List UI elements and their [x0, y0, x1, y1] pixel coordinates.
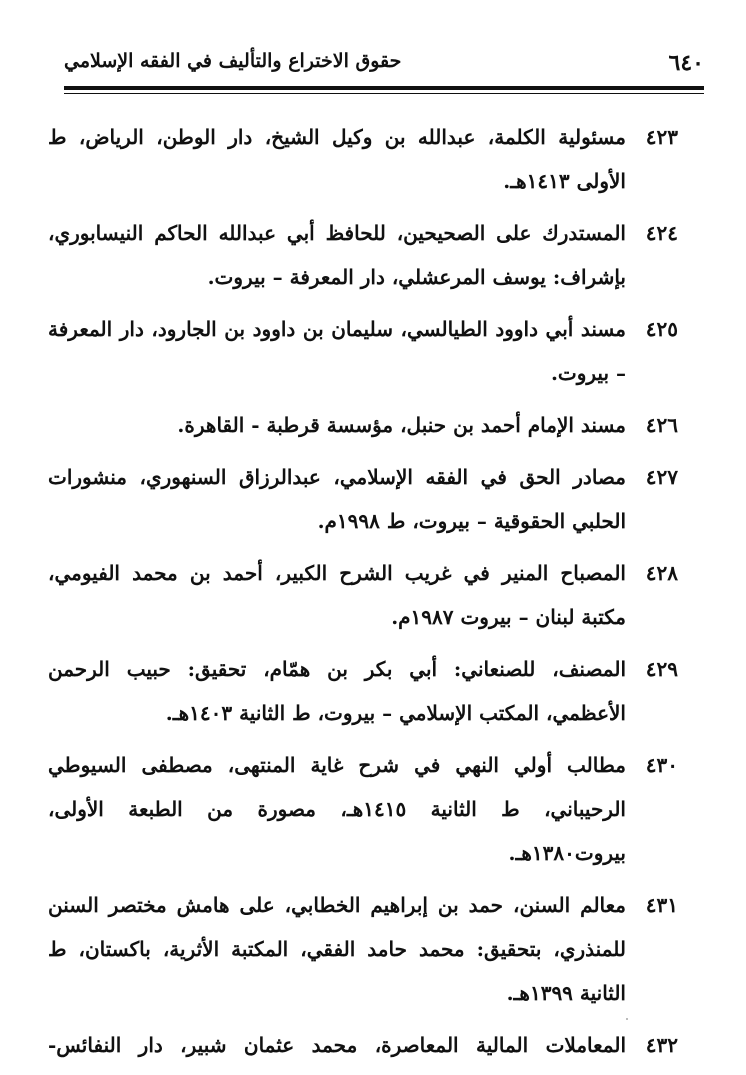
reference-number: ٤٢٩ [645, 657, 678, 681]
reference-number: ٤٢٨ [645, 561, 678, 585]
reference-number: ٤٢٣ [645, 125, 678, 149]
reference-text: مسند أبي داوود الطيالسي، سليمان بن داوود بن الجارود، دار المعرفة – بيروت. [48, 317, 626, 385]
reference-text: معالم السنن، حمد بن إبراهيم الخطابي، على هامش مختصر السنن للمنذري، بتحقيق: محمد حامد الفقي، المكتبة الأثرية، باكستان، ط الثانية ١٣٩٩هـ. [48, 893, 626, 1005]
reference-number: ٤٣٠ [645, 753, 678, 777]
reference-item [48, 743, 678, 875]
reference-item [48, 403, 678, 447]
reference-item [48, 455, 678, 543]
reference-text: مسند الإمام أحمد بن حنبل، مؤسسة قرطبة - القاهرة. [177, 413, 626, 437]
reference-number: ٤٢٦ [645, 413, 678, 437]
reference-list [48, 115, 678, 1075]
reference-number: ٤٢٥ [645, 317, 678, 341]
header-rule-thick [64, 86, 704, 90]
reference-number: ٤٣١ [645, 893, 678, 917]
page-header [64, 50, 704, 82]
reference-text: المصباح المنير في غريب الشرح الكبير، أحمد بن محمد الفيومي، مكتبة لبنان – بيروت ١٩٨٧م. [48, 561, 626, 629]
scan-speck [626, 1018, 628, 1020]
reference-item [48, 1023, 678, 1067]
header-rule-thin [64, 93, 704, 94]
reference-item [48, 647, 678, 735]
reference-item [48, 883, 678, 1015]
reference-text: مسئولية الكلمة، عبدالله بن وكيل الشيخ، دار الوطن، الرياض، ط الأولى ١٤١٣هـ. [48, 125, 626, 193]
reference-number: ٤٢٧ [645, 465, 678, 489]
running-title: حقوق الاختراع والتأليف في الفقه الإسلامي [64, 50, 402, 72]
page-number: ٦٤٠ [668, 50, 704, 76]
reference-number: ٤٢٤ [645, 221, 678, 245]
reference-text: مطالب أولي النهي في شرح غاية المنتهى، مصطفى السيوطي الرحيباني، ط الثانية ١٤١٥هـ، مصورة من الطبعة الأولى، بيروت١٣٨٠هـ. [48, 753, 626, 865]
reference-item [48, 211, 678, 299]
reference-text: المستدرك على الصحيحين، للحافظ أبي عبدالله الحاكم النيسابوري، بإشراف: يوسف المرعشلي، دار المعرفة – بيروت. [48, 221, 626, 289]
reference-text: المصنف، للصنعاني: أبي بكر بن همّام، تحقيق: حبيب الرحمن الأعظمي، المكتب الإسلامي – بيروت، ط الثانية ١٤٠٣هـ. [48, 657, 626, 725]
reference-item [48, 307, 678, 395]
reference-text: مصادر الحق في الفقه الإسلامي، عبدالرزاق السنهوري، منشورات الحلبي الحقوقية – بيروت، ط ١٩٩٨م. [48, 465, 626, 533]
reference-number: ٤٣٢ [645, 1033, 678, 1057]
reference-item [48, 551, 678, 639]
reference-text: المعاملات المالية المعاصرة، محمد عثمان شبير، دار النفائس- [48, 1033, 626, 1057]
reference-item [48, 115, 678, 203]
